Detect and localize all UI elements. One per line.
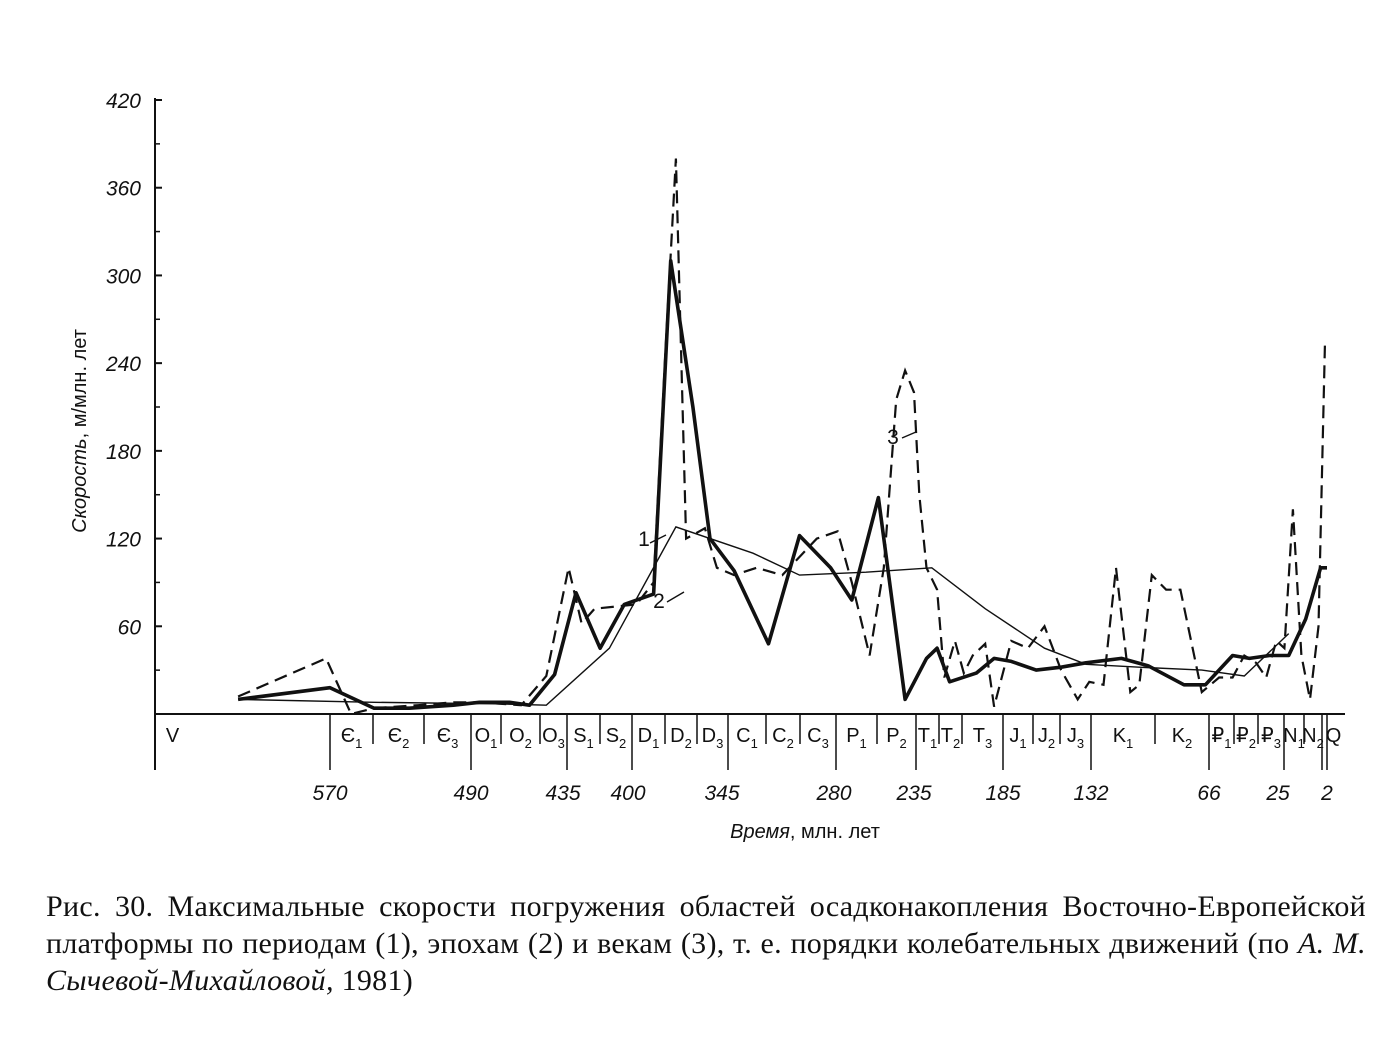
callout-leader (902, 432, 916, 438)
y-tick-label: 360 (105, 177, 141, 201)
strat-unit-label: $O_3$ (542, 725, 565, 751)
strat-unit-label: $K_1$ (1112, 725, 1134, 751)
strat-unit-label: $D_1$ (637, 725, 660, 751)
x-tick-label: 570 (312, 782, 348, 805)
strat-unit-label: $Є_2$ (387, 725, 410, 751)
x-tick-label: 66 (1197, 782, 1221, 805)
strat-unit-label: $Є_1$ (340, 725, 363, 751)
strat-unit-label: Q (1325, 725, 1342, 747)
caption-author: А. М. Сычевой-Михайловой, (46, 927, 1366, 997)
strat-unit-label: $₽_1$ (1211, 725, 1232, 751)
x-tick-label: 25 (1266, 782, 1290, 805)
strat-unit-label: $₽_2$ (1236, 725, 1256, 751)
series-1-line (238, 527, 1289, 705)
series-3-callout: 3 (887, 426, 899, 449)
strat-unit-label: V (165, 725, 180, 747)
x-tick-label: 132 (1073, 782, 1109, 805)
strat-unit-label: $P_1$ (846, 725, 867, 751)
strat-unit-label: $J_1$ (1009, 725, 1027, 751)
y-tick-label: 240 (105, 353, 141, 377)
series-2-line (238, 261, 1327, 708)
caption-year: 1981) (333, 964, 414, 997)
y-tick-label: 180 (105, 440, 141, 464)
x-axis (155, 714, 1345, 805)
strat-unit-label: $C_3$ (807, 725, 829, 751)
x-tick-label: 185 (985, 782, 1021, 805)
strat-unit-label: $D_2$ (670, 725, 692, 751)
x-tick-label: 400 (610, 782, 646, 805)
series-1-callout: 1 (638, 528, 650, 551)
strat-unit-label: $T_1$ (917, 725, 938, 751)
x-tick-label: 345 (704, 782, 740, 805)
strat-unit-label: $J_3$ (1066, 725, 1085, 751)
strat-unit-label: $O_1$ (474, 725, 498, 751)
strat-unit-label: $C_2$ (772, 725, 794, 751)
caption-text: Рис. 30. Максимальные скорости погружения областей осадконакопления Восточно-Европейской платформы по периодам (1), эпохам (2) и векам (3), т. е. порядки колебательных движений (по (46, 890, 1366, 960)
strat-unit-label: $D_3$ (701, 725, 724, 751)
series-layer (238, 159, 1327, 715)
strat-unit-label: $T_3$ (972, 725, 993, 751)
x-tick-label: 490 (453, 782, 489, 805)
x-tick-label: 435 (545, 782, 581, 805)
x-tick-label: 235 (896, 782, 932, 805)
series-3-line (238, 159, 1325, 715)
strat-unit-label: $C_1$ (736, 725, 758, 751)
y-axis (105, 90, 162, 770)
x-axis-title: Время, млн. лет (730, 821, 880, 843)
strat-unit-label: $P_2$ (886, 725, 907, 751)
strat-unit-label: $O_2$ (509, 725, 532, 751)
strat-unit-label: $S_2$ (605, 725, 627, 751)
y-tick-label: 60 (117, 616, 141, 640)
strat-unit-label: $S_1$ (573, 725, 594, 751)
strat-unit-label: $Є_3$ (436, 725, 459, 751)
strat-unit-label: $N_1$ (1283, 725, 1305, 751)
callout-leader (667, 592, 684, 602)
x-tick-label: 280 (816, 782, 852, 805)
series-2-callout: 2 (653, 590, 665, 613)
figure-caption (46, 888, 1366, 999)
strat-unit-label: $N_2$ (1302, 725, 1324, 751)
y-axis-title: Скорость, м/млн. лет (69, 329, 91, 533)
x-tick-label: 2 (1321, 782, 1333, 805)
y-tick-label: 420 (105, 90, 141, 113)
strat-unit-label: $T_2$ (940, 725, 961, 751)
y-tick-label: 300 (105, 265, 141, 289)
strat-unit-label: $J_2$ (1037, 725, 1056, 751)
y-tick-label: 120 (105, 528, 141, 552)
strat-unit-label: $₽_3$ (1261, 725, 1281, 751)
strat-unit-label: $K_2$ (1171, 725, 1193, 751)
